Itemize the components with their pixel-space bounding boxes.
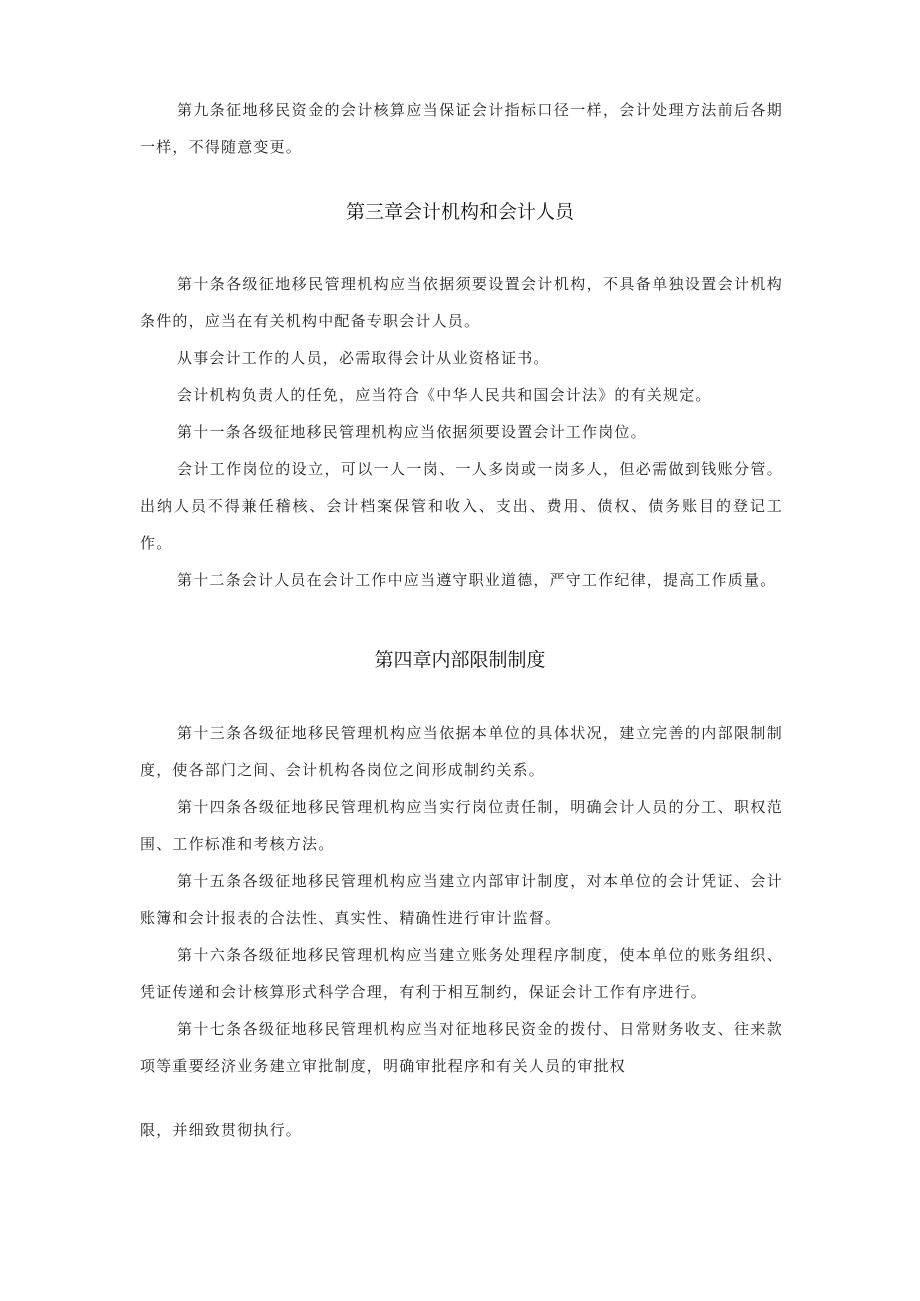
- article-13: 第十三条各级征地移民管理机构应当依据本单位的具体状况，建立完善的内部限制制度，使各部门之间、会计机构各岗位之间形成制约关系。: [140, 724, 783, 779]
- article-10: 第十条各级征地移民管理机构应当依据须要设置会计机构，不具备单独设置会计机构条件的，应当在有关机构中配备专职会计人员。: [140, 275, 783, 330]
- article-14: 第十四条各级征地移民管理机构应当实行岗位责任制，明确会计人员的分工、职权范围、工作标准和考核方法。: [140, 798, 783, 853]
- article-17-continuation: 限，并细致贯彻执行。: [140, 1121, 303, 1139]
- article-10-paragraph-2: 从事会计工作的人员，必需取得会计从业资格证书。: [177, 349, 550, 367]
- article-17: 第十七条各级征地移民管理机构应当对征地移民资金的拨付、日常财务收支、往来款项等重要经济业务建立审批制度，明确审批程序和有关人员的审批权: [140, 1020, 783, 1075]
- article-11: 第十一条各级征地移民管理机构应当依据须要设置会计工作岗位。: [177, 423, 647, 441]
- chapter-3-heading: 第三章会计机构和会计人员: [345, 201, 574, 223]
- article-11-paragraph-2: 会计工作岗位的设立，可以一人一岗、一人多岗或一岗多人，但必需做到钱账分管。出纳人员不得兼任稽核、会计档案保管和收入、支出、费用、债权、债务账目的登记工作。: [140, 460, 783, 552]
- article-9: 第九条征地移民资金的会计核算应当保证会计指标口径一样，会计处理方法前后各期一样，不得随意变更。: [140, 101, 783, 156]
- article-16: 第十六条各级征地移民管理机构应当建立账务处理程序制度，使本单位的账务组织、凭证传递和会计核算形式科学合理，有利于相互制约，保证会计工作有序进行。: [140, 946, 783, 1001]
- chapter-4-heading: 第四章内部限制制度: [374, 649, 546, 671]
- article-15: 第十五条各级征地移民管理机构应当建立内部审计制度，对本单位的会计凭证、会计账簿和会计报表的合法性、真实性、精确性进行审计监督。: [140, 872, 783, 927]
- article-12: 第十二条会计人员在会计工作中应当遵守职业道德，严守工作纪律，提高工作质量。: [177, 571, 777, 589]
- article-10-paragraph-3: 会计机构负责人的任免，应当符合《中华人民共和国会计法》的有关规定。: [177, 386, 712, 404]
